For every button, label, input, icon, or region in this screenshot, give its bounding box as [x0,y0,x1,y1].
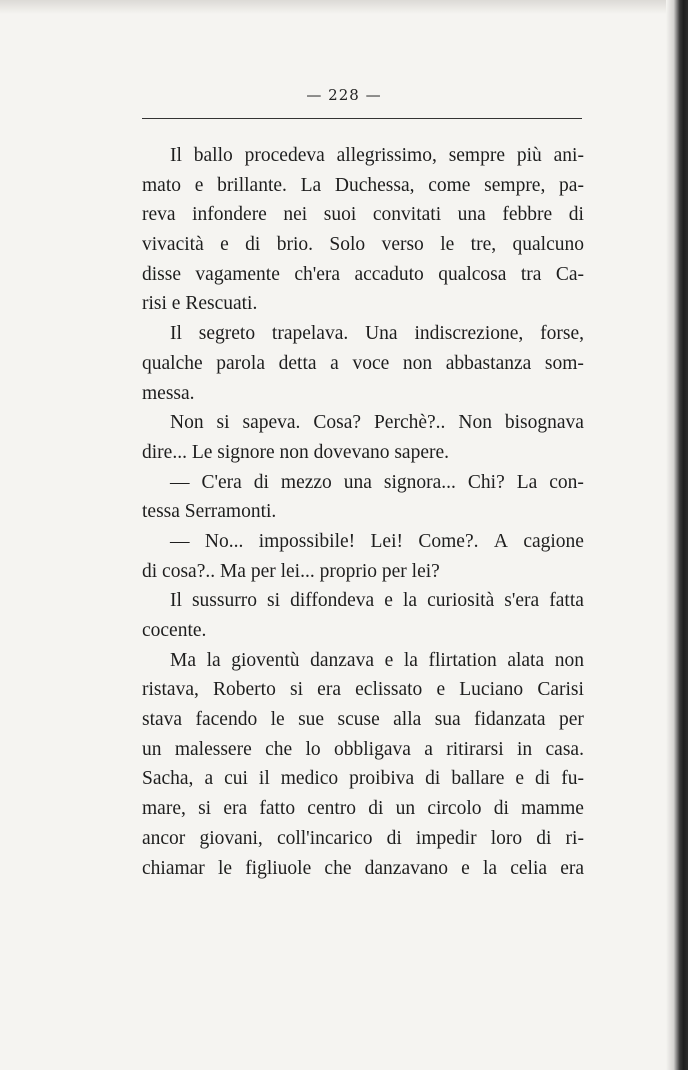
text-line: di cosa?.. Ma per lei... proprio per lei? [142,560,440,582]
text-line: un malessere che lo obbligava a ritirarsi in casa. [142,738,584,760]
text-line: mato e brillante. La Duchessa, come sempre, pa- [142,174,584,196]
text-line: qualche parola detta a voce non abbastanza som- [142,352,584,374]
text-line: chiamar le figliuole che danzavano e la celia era [142,857,584,879]
text-line: cocente. [142,620,207,641]
text-line: Ma la gioventù danzava e la flirtation alata non [170,649,584,671]
text-line: tessa Serramonti. [142,501,277,523]
header-rule [142,118,582,119]
scan-top-shadow [0,0,688,14]
text-line: Il sussurro si diffondeva e la curiosità s'era fatta [170,590,584,612]
text-line: mare, si era fatto centro di un circolo di mamme [142,798,584,820]
text-line: reva infondere nei suoi convitati una febbre di [142,204,584,226]
text-line: Il ballo procedeva allegrissimo, sempre più ani- [170,145,584,166]
text-line: disse vagamente ch'era accaduto qualcosa tra Ca- [142,263,584,285]
body-text [142,141,584,883]
text-line: stava facendo le sue scuse alla sua fidanzata per [142,709,584,731]
text-line: ancor giovani, coll'incarico di impedir loro di ri- [142,827,584,849]
text-line: Sacha, a cui il medico proibiva di ballare e di fu- [142,768,584,790]
text-line: dire... Le signore non dovevano sapere. [142,441,450,463]
text-line: risi e Rescuati. [142,293,258,315]
text-line: ristava, Roberto si era eclissato e Luciano Carisi [142,679,584,701]
page-number: — 228 — [306,86,382,104]
text-line: — No... impossibile! Lei! Come?. A cagione [170,530,584,552]
text-line: — C'era di mezzo una signora... Chi? La con- [170,471,584,493]
text-line: vivacità e di brio. Solo verso le tre, qualcuno [142,234,584,256]
text-line: Il segreto trapelava. Una indiscrezione, forse, [170,323,584,345]
text-line: Non si sapeva. Cosa? Perchè?.. Non bisognava [170,412,584,434]
book-spine-edge [666,0,688,1070]
text-line: messa. [142,382,195,404]
